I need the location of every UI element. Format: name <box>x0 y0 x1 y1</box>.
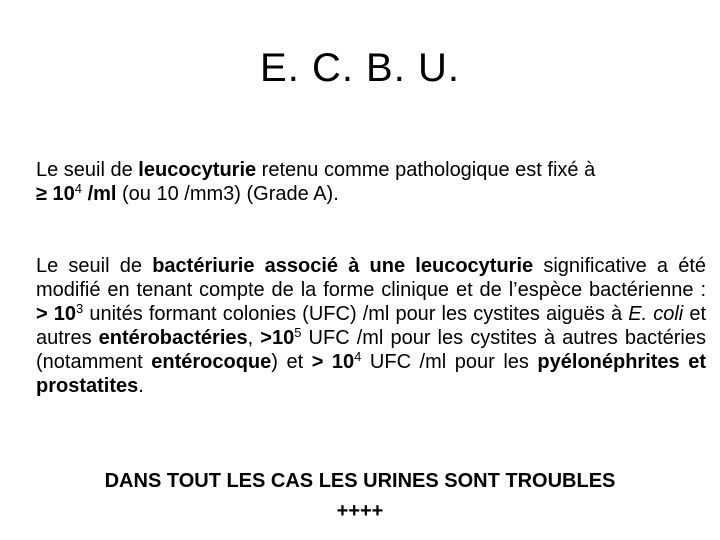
italic-species: E. coli <box>628 303 684 325</box>
bold-threshold: >10 <box>260 327 295 349</box>
footer-line: DANS TOUT LES CAS LES URINES SONT TROUBLES <box>104 470 616 492</box>
text: UFC /ml pour les cystites à autres bactéries (notamment <box>36 327 706 373</box>
text: ) et <box>271 351 312 373</box>
footer-note <box>0 466 720 526</box>
text: significative a été modifié en tenant compte de la forme clinique et de l’espèce bactérienne : <box>36 255 706 301</box>
paragraph-bacteriurie <box>36 254 706 398</box>
bold-threshold: > 10 <box>311 351 355 373</box>
exponent: 5 <box>294 325 302 340</box>
bold-threshold: > 10 <box>36 303 77 325</box>
bold-term: entérocoque <box>151 351 272 373</box>
text: retenu comme pathologique est fixé à <box>256 159 596 181</box>
text: (ou 10 /mm3) (Grade A). <box>116 183 339 205</box>
bold-term: bactériurie associé à une leucocyturie <box>152 255 534 277</box>
exponent: 4 <box>74 181 83 196</box>
text: , <box>247 327 261 349</box>
exponent: 3 <box>76 301 84 316</box>
text: unités formant colonies (UFC) /ml pour les cystites aiguës à <box>83 303 629 325</box>
text: . <box>138 375 144 397</box>
bold-unit: /ml <box>82 183 117 205</box>
text: UFC /ml pour les <box>361 351 538 373</box>
text: Le seuil de <box>36 255 153 277</box>
text: Le seuil de <box>36 159 139 181</box>
bold-threshold: ≥ 10 <box>36 183 75 205</box>
paragraph-leucocyturie <box>36 158 706 206</box>
text: et autres <box>36 303 707 349</box>
slide-title: E. C. B. U. <box>260 46 460 90</box>
bold-term: entérobactéries <box>98 327 248 349</box>
exponent: 4 <box>354 349 362 364</box>
footer-plus-marks: ++++ <box>336 500 384 522</box>
bold-term: leucocyturie <box>138 159 257 181</box>
bold-term: pyélonéphrites et prostatites <box>36 351 706 397</box>
